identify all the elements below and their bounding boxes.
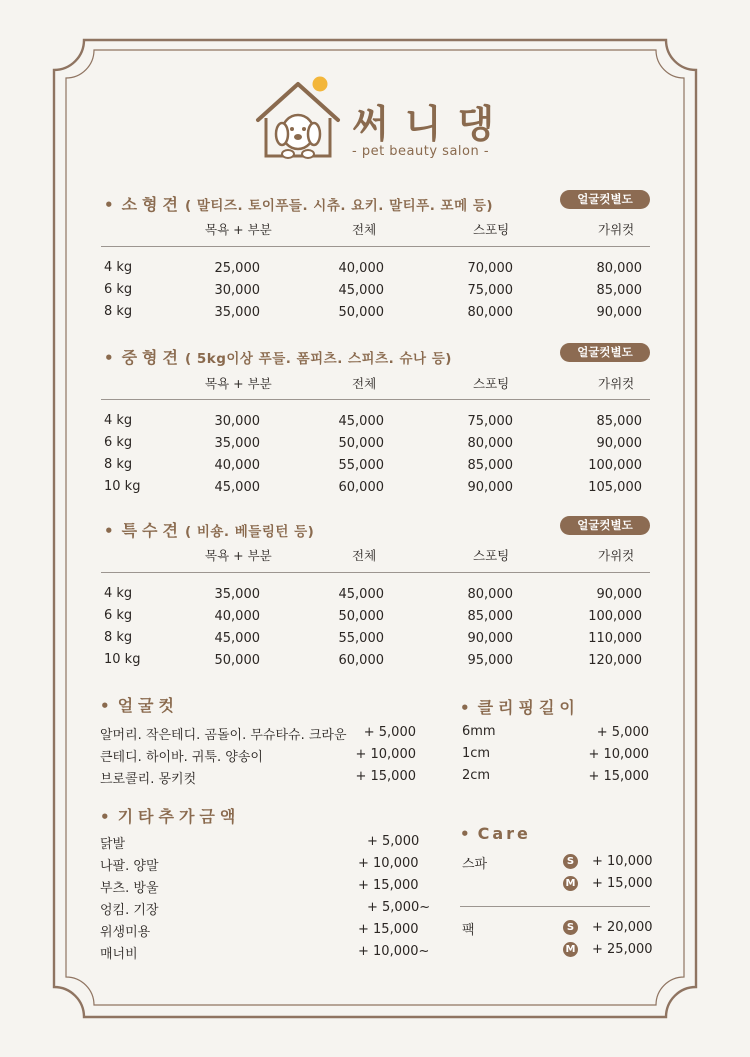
- care-spa-s-price: + 10,000: [592, 854, 653, 869]
- header-scissor: 가위컷: [598, 548, 635, 563]
- care-pack-m-price: + 25,000: [592, 942, 653, 957]
- face-cut-separate-badge: 얼굴컷별도: [560, 343, 650, 362]
- section-extra-title: • 기타추가금액: [100, 807, 241, 826]
- section-special-title: • 특수견 ( 비숑. 베들링턴 등): [104, 521, 315, 540]
- header-sporting: 스포팅: [473, 548, 510, 563]
- header-bath: 목욕 + 부분: [205, 222, 272, 237]
- size-m-badge: M: [563, 876, 578, 891]
- header-full: 전체: [352, 222, 377, 237]
- care-pack-label: 팩: [462, 923, 475, 938]
- header-bath: 목욕 + 부분: [205, 376, 272, 391]
- divider: [101, 399, 650, 400]
- care-spa-label: 스파: [462, 857, 488, 872]
- section-care-title: • Care: [460, 824, 531, 843]
- header-full: 전체: [352, 376, 377, 391]
- size-s-badge: S: [563, 920, 578, 935]
- header-sporting: 스포팅: [473, 376, 510, 391]
- logo-icon: [252, 74, 342, 170]
- header-scissor: 가위컷: [598, 222, 635, 237]
- section-clipping-title: • 클리핑길이: [460, 698, 580, 717]
- brand-subtitle: - pet beauty salon -: [352, 144, 490, 159]
- face-cut-separate-badge: 얼굴컷별도: [560, 190, 650, 209]
- care-pack-s-price: + 20,000: [592, 920, 653, 935]
- divider: [460, 906, 650, 907]
- header-bath: 목욕 + 부분: [205, 548, 272, 563]
- brand-title: 써니댕: [352, 102, 511, 146]
- divider: [101, 246, 650, 247]
- section-medium-title: • 중형견 ( 5kg이상 푸들. 폼피츠. 스피츠. 슈나 등): [104, 348, 452, 367]
- header-full: 전체: [352, 548, 377, 563]
- section-face-cut-title: • 얼굴컷: [100, 696, 179, 715]
- header-scissor: 가위컷: [598, 376, 635, 391]
- size-m-badge: M: [563, 942, 578, 957]
- section-small-title: • 소형견 ( 말티즈. 토이푸들. 시츄. 요키. 말티푸. 포메 등): [104, 195, 494, 214]
- care-spa-m-price: + 15,000: [592, 876, 653, 891]
- face-cut-separate-badge: 얼굴컷별도: [560, 516, 650, 535]
- header-sporting: 스포팅: [473, 222, 510, 237]
- divider: [101, 572, 650, 573]
- size-s-badge: S: [563, 854, 578, 869]
